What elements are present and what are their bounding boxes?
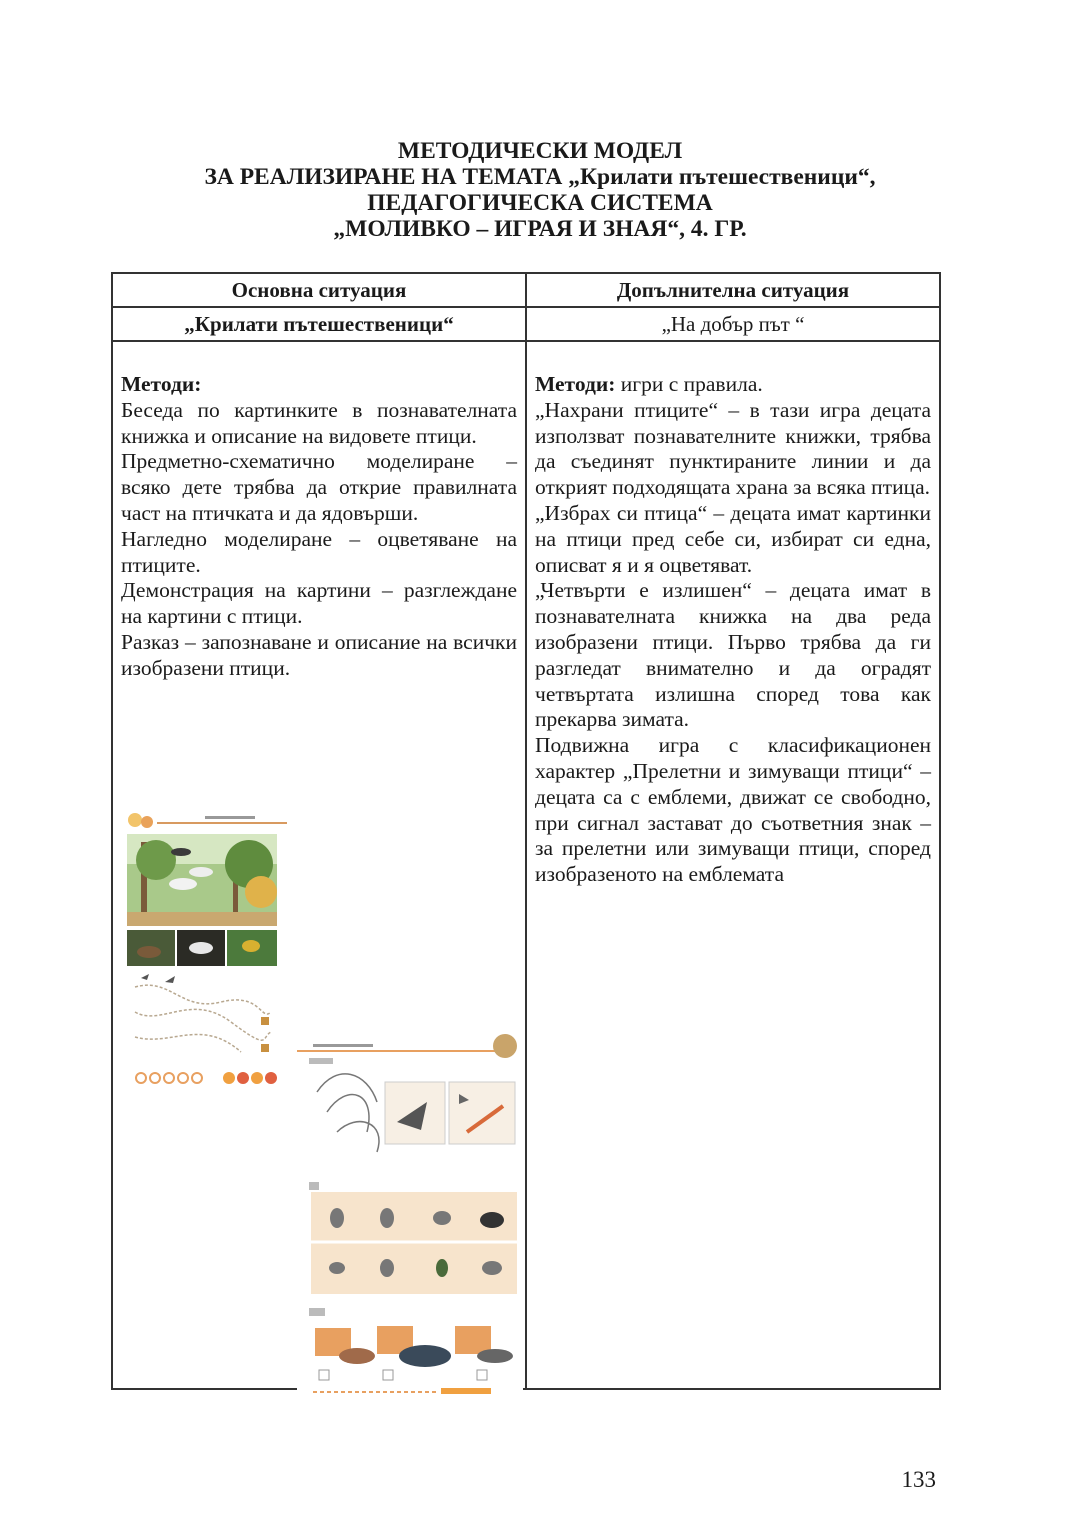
game-odd-one-out: „Четвърти е излишен“ – децата имат в познавателната книжка на два реда изобразени птици. Първо трябва да ги разгледат внимателно и да оградят четвъртата излишна според това как прекарва зимата. [535, 578, 931, 732]
main-method-3: Нагледно моделиране – оцветяване на птиците. [121, 526, 517, 577]
nest-icon [493, 1034, 517, 1058]
subtitle-bon-voyage: „На добър път “ [526, 307, 940, 341]
page-number: 133 [901, 1467, 936, 1492]
book-page-thumbnail-1 [121, 812, 291, 1097]
title-line-4: „МОЛИВКО – ИГРАЯ И ЗНАЯ“, 4. ГР. [333, 216, 747, 242]
game-migratory-and-wintering: Подвижна игра с класификационен характер „Прелетни и зимуващи птици“ – децата са с емблеми, движат се свободно, при сигнал застават до съответния знак – за прелетни или зимуващи птици, според изобразеното на емблемата [535, 733, 931, 887]
subtitle-winged-travelers: „Крилати пътешественици“ [112, 307, 526, 341]
main-methods-text [113, 342, 525, 682]
page-title [60, 138, 1020, 242]
main-method-4: Демонстрация на картини – разглеждане на картини с птици. [121, 578, 517, 629]
content-row [112, 341, 940, 1389]
additional-methods-text [527, 342, 939, 888]
main-situation-cell [112, 341, 526, 1389]
orange-box-3 [455, 1326, 491, 1354]
main-method-5: Разказ – запознаване и описание на всички изобразени птици. [121, 629, 517, 680]
main-method-2: Предметно-схематично моделиране – всяко дете трябва да открие правилната част на птичката и да ядовърши. [121, 449, 517, 525]
game-choose-a-bird: „Избрах си птица“ – децата имат картинки на птици пред себе си, избират си една, описват я и я оцветяват. [535, 500, 931, 577]
header-additional-situation: Допълнителна ситуация [526, 273, 940, 307]
flower-icon [128, 813, 142, 827]
subtitle-row [112, 307, 940, 341]
main-methods-label: Методи: [121, 372, 202, 396]
additional-situation-cell [526, 341, 940, 1389]
main-method-1: Беседа по картинките в познавателната книжка и описание на видовете птици. [121, 397, 517, 448]
title-line-3: ПЕДАГОГИЧЕСКА СИСТЕМА [367, 190, 713, 216]
book-page-thumbnail-2 [297, 1032, 523, 1402]
game-feed-the-birds: „Нахрани птиците“ – в тази игра децата използват познавателните книжки, трябва да съединят пунктираните линии и да открият подходящата храна за всяка птица. [535, 397, 931, 500]
parts-card-2 [449, 1082, 515, 1144]
additional-methods-summary: игри с правила. [615, 372, 763, 396]
methodology-table [111, 272, 941, 1390]
header-main-situation: Основна ситуация [112, 273, 526, 307]
header-row [112, 273, 940, 307]
title-line-1: МЕТОДИЧЕСКИ МОДЕЛ [397, 138, 683, 164]
additional-methods-label: Методи: [535, 372, 616, 396]
title-line-2: ЗА РЕАЛИЗИРАНЕ НА ТЕМАТА „Крилати пътешественици“, [204, 164, 876, 190]
